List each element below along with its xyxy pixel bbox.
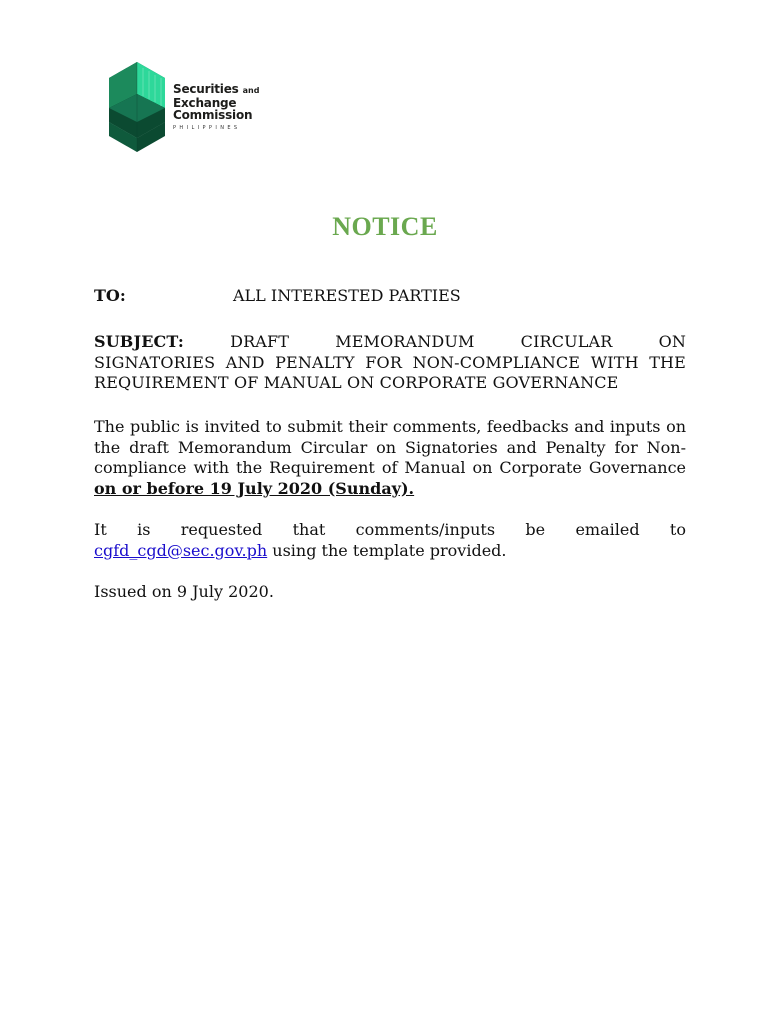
sec-logo [107,60,267,156]
subject-word: DRAFT [230,332,290,351]
logo-line-philippines: PHILIPPINES [173,125,241,131]
to-label: TO: [94,286,126,305]
logo-line-commission: Commission [173,108,253,122]
to-row [94,286,686,307]
logo-line-exchange: Exchange [173,96,237,110]
notice-title: NOTICE [332,212,438,241]
subject-word: CIRCULAR [520,332,613,351]
email-link[interactable]: cgfd_cgd@sec.gov.ph [94,540,268,560]
deadline-text: on or before 19 July 2020 (Sunday). [94,478,415,498]
subject-line-3: REQUIREMENT OF MANUAL ON CORPORATE GOVERNANCE [94,373,619,392]
subject-line-2-text: SIGNATORIES AND PENALTY FOR NON-COMPLIANCE WITH THE [94,352,686,372]
invitation-text: The public is invited to submit their comments, feedbacks and inputs on the draft Memorandum Circular on Signatories and Penalty for Non-compliance with the Requirement of Manual on Corporate Governance [94,417,686,477]
body-paragraph-email [94,520,686,561]
subject-line-2 [94,353,686,374]
subject-line-1 [94,332,686,353]
sec-logo-wordmark [173,83,259,134]
email-suffix-text: using the template provided. [267,540,507,560]
logo-line-and: and [242,86,260,95]
to-value: ALL INTERESTED PARTIES [233,286,461,305]
subject-word: MEMORANDUM [335,332,475,351]
email-request-text: It is requested that comments/inputs be emailed to [94,520,686,539]
logo-line-securities: Securities [173,82,239,96]
body-paragraph-invitation [94,417,686,499]
subject-word: ON [658,332,686,351]
issued-date-text: Issued on 9 July 2020. [94,582,274,601]
subject-label: SUBJECT: [94,332,184,351]
subject-block [94,332,686,394]
sec-logo-icon [107,60,167,154]
